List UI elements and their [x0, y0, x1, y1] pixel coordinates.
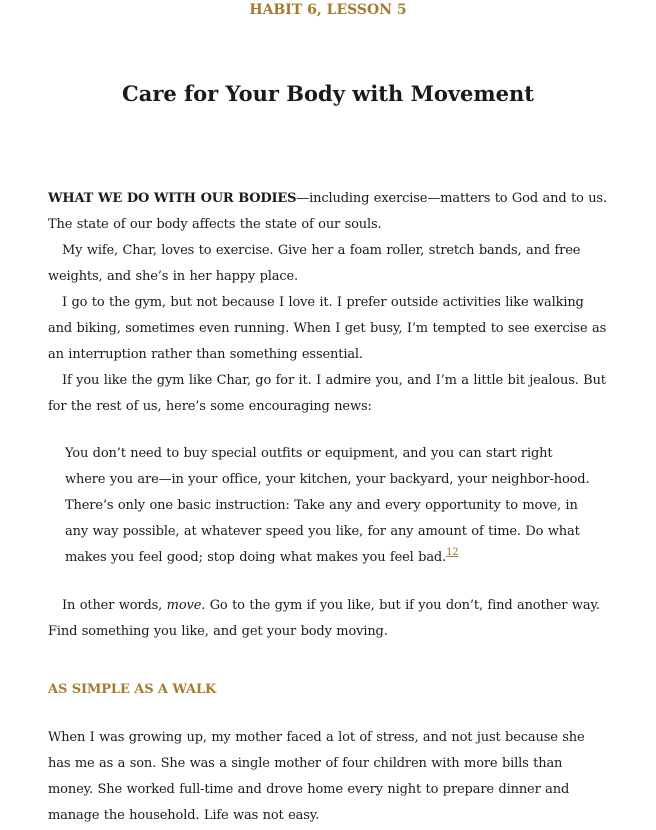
section-subheading: AS SIMPLE AS A WALK: [48, 682, 217, 697]
section-body: [48, 186, 610, 420]
paragraph-text: In other words,: [62, 598, 167, 613]
paragraph: [48, 593, 610, 645]
section-body: [48, 593, 610, 645]
section-body: [48, 725, 610, 829]
habit-lesson-label: HABIT 6, LESSON 5: [249, 2, 407, 18]
paragraph-text: . Go to the gym if you like, but if you don’t, find another way. Find something you like, and get your body moving.: [48, 598, 600, 639]
paragraph: I go to the gym, but not because I love it. I prefer outside activities like walking and biking, sometimes even running. When I get busy, I’m tempted to see exercise as an interruption rather than something essential.: [48, 295, 607, 362]
block-quote: [65, 441, 595, 571]
paragraph: When I was growing up, my mother faced a lot of stress, and not just because she has me as a son. She was a single mother of four children with more bills than money. She worked full-time and drove home every night to prepare dinner and manage the household. Life was not easy.: [48, 730, 585, 823]
quote-text: You don’t need to buy special outfits or equipment, and you can start right where you are—in your office, your kitchen, your backyard, your neighbor-hood. There’s only one basic instruction: Take any and every opportunity to move, in any way possible, at whatever speed you like, for any amount of time. Do what makes you feel good; stop doing what makes you feel bad.: [65, 446, 590, 565]
lead-in-caps: WHAT WE DO WITH OUR BODIES: [48, 191, 297, 206]
paragraph: If you like the gym like Char, go for it. I admire you, and I’m a little bit jealous. But for the rest of us, here’s some encouraging news:: [48, 373, 606, 414]
paragraph-text: —including exercise—matters to God and to us. The state of our body affects the state of our souls.: [48, 191, 607, 232]
emphasis: move: [166, 598, 202, 613]
chapter-title: Care for Your Body with Movement: [122, 81, 534, 106]
footnote-link[interactable]: 12: [446, 547, 459, 558]
paragraph: My wife, Char, loves to exercise. Give her a foam roller, stretch bands, and free weights, and she’s in her happy place.: [48, 243, 581, 284]
paragraph: [48, 186, 610, 238]
